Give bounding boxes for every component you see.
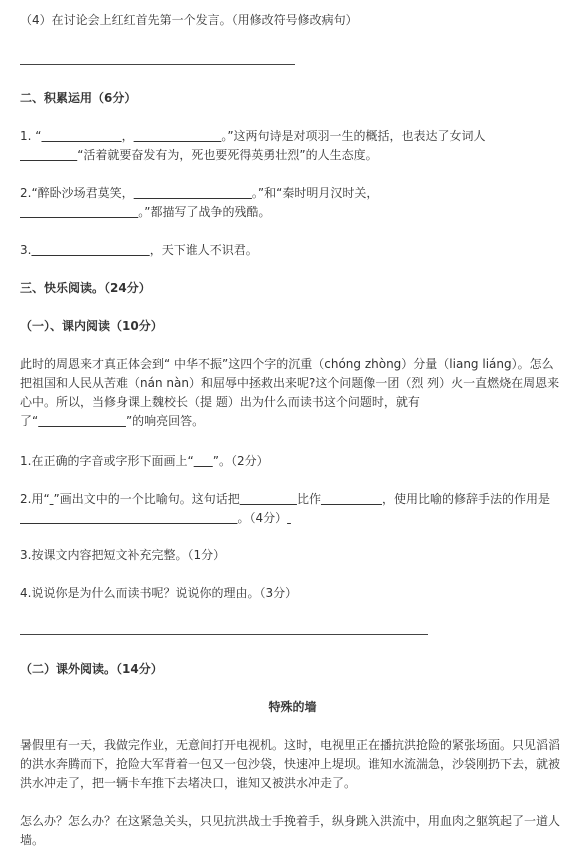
blank [194, 454, 213, 468]
answer-line-q4 [20, 64, 295, 65]
s2-q2-text-c: 。”都描写了战争的残酷。 [138, 205, 271, 219]
part-2-title: （二）课外阅读。（14分） [20, 662, 163, 676]
p1-q1-text-b: ”。（2分） [212, 454, 269, 468]
p1-question-3: 3.按课文内容把短文补充完整。（1分） [20, 548, 226, 562]
p1-q2-text-b: ”画出文中的一个比喻句。这句话把 [53, 492, 240, 506]
s2-q3-text-a: 3. [20, 243, 32, 257]
passage-1-text-c: ”的响亮回答。 [125, 414, 205, 428]
p1-question-1 [20, 452, 565, 471]
s2-q2-text-a: 2.“醉卧沙场君莫笑， [20, 186, 134, 200]
p1-q2-text-e: 。（4分） [237, 511, 288, 525]
section-3-title: 三、快乐阅读。（24分） [20, 281, 151, 295]
p1-question-4: 4.说说你是为什么而读书呢？说说你的理由。（3分） [20, 586, 298, 600]
story-paragraph-2: 怎么办？怎么办？在这紧急关头，只见抗洪战士手挽着手，纵身跳入洪流中，用血肉之躯筑起了一道人墙。 [20, 814, 561, 847]
p1-q2-text-c: 比作 [296, 492, 321, 506]
blank [287, 511, 291, 525]
passage-1 [20, 355, 565, 431]
s2-question-3 [20, 241, 565, 260]
blank [31, 243, 149, 257]
blank [240, 492, 297, 506]
part-1-title: （一）、课内阅读（10分） [20, 319, 163, 333]
s2-q1-text-c: 。”这两句诗是对项羽一生的概括，也表达了女词人 [221, 129, 486, 143]
blank [41, 129, 121, 143]
blank [134, 186, 252, 200]
passage-1-text-a: 此时的周恩来才真正体会到“ 中华不振”这四个字的沉重（chóng zhòng）分量（liang liáng）。怎么把祖国和人民从苦难（nán nàn）和屈辱中拯救出来呢?这个问题像一团（烈 列）火一直燃烧在周恩来心中。所以，当修身课上魏校长（提 题）出为什么而读书这个问题时，就有 [20, 357, 560, 409]
story-title: 特殊的墙 [268, 700, 317, 714]
s2-q1-text-b: ， [121, 129, 134, 143]
blank [38, 414, 126, 428]
section-2-title: 二、积累运用（6分） [20, 91, 137, 105]
p1-q2-text-a: 2.用“ [20, 492, 50, 506]
blank [20, 511, 237, 525]
passage-1-text-b: 了“ [20, 414, 39, 428]
story-paragraph-1: 暑假里有一天，我做完作业，无意间打开电视机。这时，电视里正在播抗洪抢险的紧张场面。只见滔滔的洪水奔腾而下，抢险大军背着一包又一包沙袋，快速冲上堤坝。谁知水流湍急，沙袋刚扔下去，就被洪水冲走了，把一辆卡车推下去堵决口，谁知又被洪水冲走了。 [20, 738, 561, 790]
blank [20, 148, 77, 162]
p1-question-2 [20, 490, 565, 528]
blank [321, 492, 382, 506]
answer-line-p1-q4 [20, 634, 428, 635]
s2-q1-text-d: “活着就要奋发有为，死也要死得英勇壮烈”的人生态度。 [77, 148, 378, 162]
blank [20, 205, 138, 219]
question-4-text: （4）在讨论会上红红首先第一个发言。（用修改符号修改病句） [20, 13, 358, 27]
s2-q2-text-b: 。”和“秦时明月汉时关， [251, 186, 379, 200]
s2-question-2 [20, 184, 565, 222]
p1-q2-text-d: ，使用比喻的修辞手法的作用是 [381, 492, 550, 506]
question-4-line [20, 11, 565, 30]
blank [134, 129, 222, 143]
s2-question-1 [20, 127, 565, 165]
p1-q1-text-a: 1.在正确的字音或字形下面画上“ [20, 454, 194, 468]
s2-q3-text-b: ，天下谁人不识君。 [149, 243, 258, 257]
s2-q1-text-a: 1. “ [20, 129, 42, 143]
